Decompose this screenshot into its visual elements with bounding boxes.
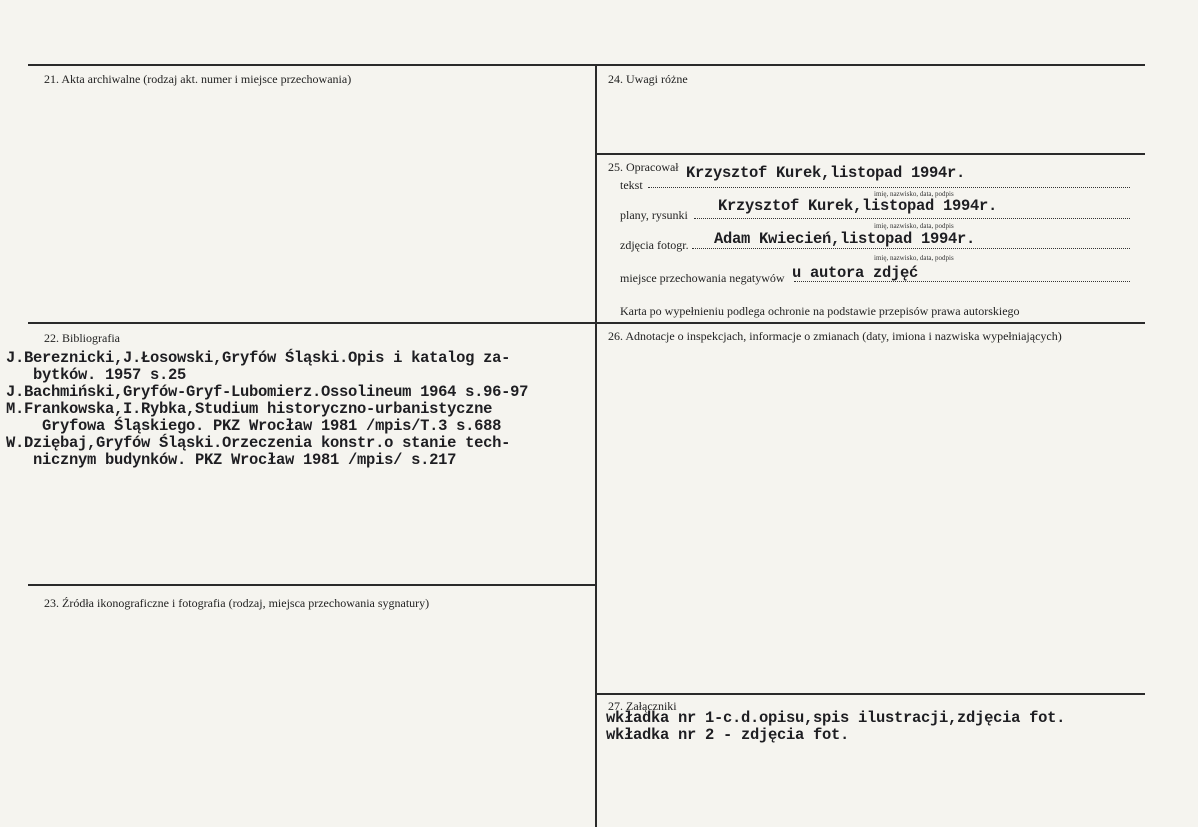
section-24-label: 24. Uwagi różne	[608, 72, 688, 86]
bibliography-line: nicznym budynków. PKZ Wrocław 1981 /mpis/ s.217	[6, 451, 457, 469]
text-author-caption: imię, nazwisko, data, podpis	[874, 190, 954, 198]
center-divider	[595, 64, 597, 827]
rule-26-27	[597, 693, 1145, 695]
plans-author-value: Krzysztof Kurek,listopad 1994r.	[718, 197, 998, 215]
bibliography-line: J.Bereznicki,J.Łosowski,Gryfów Śląski.Opis i katalog za-	[6, 349, 511, 367]
attachment-line: wkładka nr 1-c.d.opisu,spis ilustracji,zdjęcia fot.	[606, 709, 1066, 727]
plans-author-label: plany, rysunki	[620, 208, 688, 222]
bibliography-line: M.Frankowska,I.Rybka,Studium historyczno-urbanistyczne	[6, 400, 493, 418]
top-rule	[28, 64, 1145, 66]
rule-24-25	[597, 153, 1145, 155]
negatives-location-label: miejsce przechowania negatywów	[620, 271, 785, 285]
photos-author-label: zdjęcia fotogr.	[620, 238, 689, 252]
rule-25-26	[597, 322, 1145, 324]
text-author-label: tekst	[620, 178, 643, 192]
text-author-value: Krzysztof Kurek,listopad 1994r.	[686, 164, 966, 182]
plans-author-dotted-line	[694, 218, 1130, 219]
photos-author-caption: imię, nazwisko, data, podpis	[874, 254, 954, 262]
section-22-label: 22. Bibliografia	[44, 331, 120, 345]
copyright-note: Karta po wypełnieniu podlega ochronie na podstawie przepisów prawa autorskiego	[620, 304, 1020, 318]
section-27-label: 27. Załączniki	[608, 699, 677, 713]
section-25-label: 25. Opracował	[608, 160, 679, 174]
plans-author-caption: imię, nazwisko, data, podpis	[874, 222, 954, 230]
text-author-dotted-line	[648, 187, 1130, 188]
show-through-text	[20, 184, 605, 232]
rule-22-23	[28, 584, 595, 586]
bibliography-line: Gryfowa Śląskiego. PKZ Wrocław 1981 /mpis/T.3 s.688	[6, 417, 502, 435]
bibliography-line: bytków. 1957 s.25	[6, 366, 187, 384]
photos-author-dotted-line	[692, 248, 1130, 249]
bibliography-line: J.Bachmiński,Gryfów-Gryf-Lubomierz.Ossolineum 1964 s.96-97	[6, 383, 529, 401]
photos-author-value: Adam Kwiecień,listopad 1994r.	[714, 230, 976, 248]
bibliography-line: W.Dziębaj,Gryfów Śląski.Orzeczenia konstr.o stanie tech-	[6, 434, 511, 452]
section-26-label: 26. Adnotacje o inspekcjach, informacje o zmianach (daty, imiona i nazwiska wypełniających)	[608, 329, 1062, 343]
attachment-line: wkładka nr 2 - zdjęcia fot.	[606, 726, 850, 744]
rule-21-22	[28, 322, 595, 324]
section-21-label: 21. Akta archiwalne (rodzaj akt. numer i miejsce przechowania)	[44, 72, 352, 86]
section-23-label: 23. Źródła ikonograficzne i fotografia (rodzaj, miejsca przechowania sygnatury)	[44, 596, 430, 610]
negatives-location-value: u autora zdjęć	[792, 264, 919, 282]
